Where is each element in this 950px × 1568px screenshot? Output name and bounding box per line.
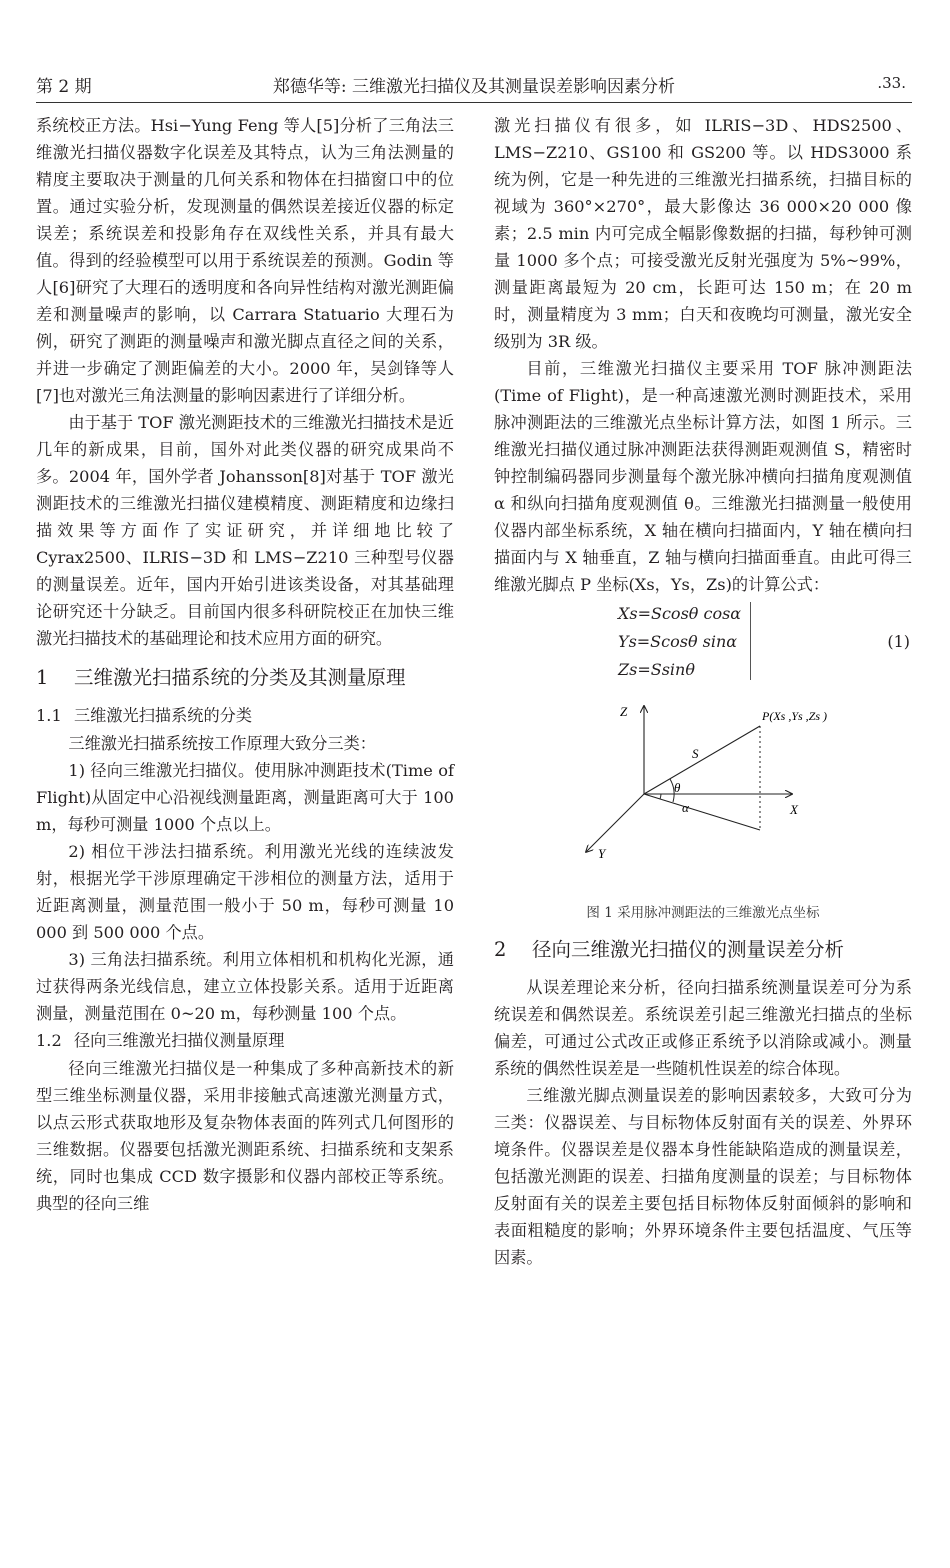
list-item: 2) 相位干涉法扫描系统。利用激光光线的连续波发射，根据光学干涉原理确定干涉相位的测量方法，适用于近距离测量，测量范围一般小于 50 m，每秒可测量 10 000 到 500 000 个点。 — [36, 842, 454, 942]
paragraph: 从误差理论来分析，径向扫描系统测量误差可分为系统误差和偶然误差。系统误差引起三维激光扫描点的坐标偏差，可通过公式改正或修正系统予以消除或减小。测量系统的偶然性误差是一些随机性误差的综合体现。 — [494, 978, 912, 1078]
y-axis-label: Y — [598, 846, 606, 861]
y-axis — [586, 794, 644, 852]
subsection-title: 径向三维激光扫描仪测量原理 — [74, 1031, 285, 1050]
paragraph: 由于基于 TOF 激光测距技术的三维激光扫描技术是近几年的新成果，目前，国外对此类仪器的研究成果尚不多。2004 年，国外学者 Johansson[8]对基于 TOF 激光测距技术的三维激光扫描仪建模精度、测距精度和边缘扫描效果等方面作了实证研究，并详细地比较了 Cyrax2500、ILRIS−3D 和 LMS−Z210 三种型号仪器的测量误差。近年，国内开始引进该类设备，对其基础理论研究还十分缺乏。目前国内很多科研院校正在加快三维激光扫描技术的基础理论和技术应用方面的研究。 — [36, 413, 454, 648]
equation-line: Xs=Scosθ cosα — [618, 604, 742, 623]
section-title: 三维激光扫描系统的分类及其测量原理 — [74, 666, 406, 689]
equation-line: Zs=Ssinθ — [618, 660, 695, 679]
subsection-heading — [36, 1027, 454, 1055]
paragraph: 三维激光扫描系统按工作原理大致分三类： — [68, 734, 376, 753]
paragraph: 目前，三维激光扫描仪主要采用 TOF 脉冲测距法(Time of Flight)，是一种高速激光测时测距技术，采用脉冲测距法的三维激光点坐标计算方法，如图 1 所示。三维激光扫描仪通过脉冲测距法获得测距观测值 S，精密时钟控制编码器同步测量每个激光脉冲横向扫描角度观测值 α 和纵向扫描角度观测值 θ。三维激光扫描测量一般使用仪器内部坐标系统，X 轴在横向扫描面内，Y 轴在横向扫描面内与 X 轴垂直，Z 轴与横向扫描面垂直。由此可得三维激光脚点 P 坐标(Xs，Ys，Zs)的计算公式： — [494, 359, 912, 594]
subsection-number: 1.1 — [36, 706, 62, 725]
header-rule — [36, 102, 912, 103]
section-heading — [36, 664, 454, 692]
figure-caption: 图 1 采用脉冲测距法的三维激光点坐标 — [586, 905, 820, 921]
alpha-label: α — [682, 800, 689, 815]
page-number: .33. — [877, 74, 906, 92]
theta-label: θ — [674, 780, 681, 795]
equation-number: (1) — [887, 632, 910, 651]
coordinate-diagram — [494, 694, 912, 900]
section-number: 2 — [494, 938, 507, 961]
point-p-label: P(Xs ,Ys ,Zs ) — [762, 709, 828, 723]
left-column — [36, 112, 454, 1217]
equation-line: Ys=Scosθ sinα — [618, 632, 738, 651]
right-column — [494, 112, 912, 1271]
equation-1 — [494, 598, 912, 682]
running-title: 郑德华等: 三维激光扫描仪及其测量误差影响因素分析 — [272, 77, 676, 97]
page-header — [36, 72, 912, 102]
paragraph: 三维激光脚点测量误差的影响因素较多，大致可分为三类：仪器误差、与目标物体反射面有关的误差、外界环境条件。仪器误差是仪器本身性能缺陷造成的测量误差，包括激光测距的误差、扫描角度测量的误差；与目标物体反射面有关的误差主要包括目标物体反射面倾斜的影响和表面粗糙度的影响；外界环境条件主要包括温度、气压等因素。 — [494, 1086, 912, 1267]
paragraph: 激光扫描仪有很多，如 ILRIS−3D、HDS2500、LMS−Z210、GS100 和 GS200 等。以 HDS3000 系统为例，它是一种先进的三维激光扫描系统，扫描目标的视域为 360°×270°，最大影像达 36 000×20 000 像素；2.5 min 内可完成全幅影像数据的扫描，每秒钟可测量 1000 多个点；可接受激光反射光强度为 5%~99%，测量距离最短为 20 cm，长距可达 150 m；在 20 m 时，测量精度为 3 mm；白天和夜晚均可测量，激光安全级别为 3R 级。 — [494, 116, 912, 351]
equation-brace — [750, 602, 751, 680]
alpha-arc — [660, 794, 661, 799]
figure-1 — [494, 694, 912, 900]
s-ray — [644, 726, 760, 794]
list-item: 1) 径向三维激光扫描仪。使用脉冲测距技术(Time of Flight)从固定中心沿视线测量距离，测量距离可大于 100 m，每秒可测量 1000 个点以上。 — [36, 761, 454, 834]
subsection-title: 三维激光扫描系统的分类 — [74, 706, 253, 725]
list-item: 3) 三角法扫描系统。利用立体相机和机构化光源，通过获得两条光线信息，建立立体投影关系。适用于近距离测量，测量范围在 0~20 m，每秒测量 100 个点。 — [36, 950, 454, 1023]
subsection-number: 1.2 — [36, 1031, 62, 1050]
x-axis-label: X — [790, 802, 798, 817]
paragraph: 系统校正方法。Hsi−Yung Feng 等人[5]分析了三角法三维激光扫描仪器数字化误差及其特点，认为三角法测量的精度主要取决于测量的几何关系和物体在扫描窗口中的位置。通过实验分析，发现测量的偶然误差接近仪器的标定误差；系统误差和投影角存在双线性关系，并具有最大值。得到的经验模型可以用于系统误差的预测。Godin 等人[6]研究了大理石的透明度和各向异性结构对激光测距偏差和测量噪声的影响，以 Carrara Statuario 大理石为例，研究了测距的测量噪声和激光脚点直径之间的关系，并进一步确定了测距偏差的大小。2000 年，吴剑锋等人[7]也对激光三角法测量的影响因素进行了详细分析。 — [36, 116, 454, 405]
issue-number: 第 2 期 — [36, 77, 92, 97]
s-label: S — [692, 746, 699, 761]
paragraph: 径向三维激光扫描仪是一种集成了多种高新技术的新型三维坐标测量仪器，采用非接触式高速激光测量方式，以点云形式获取地形及复杂物体表面的阵列式几何图形的三维数据。仪器要包括激光测距系统、扫描系统和支架系统，同时也集成 CCD 数字摄影和仪器内部校正等系统。典型的径向三维 — [36, 1059, 454, 1213]
section-heading — [494, 936, 912, 964]
projection-line — [644, 794, 760, 830]
section-title: 径向三维激光扫描仪的测量误差分析 — [532, 938, 845, 961]
subsection-heading — [36, 702, 454, 730]
section-number: 1 — [36, 666, 49, 689]
z-axis-label: Z — [620, 704, 628, 719]
